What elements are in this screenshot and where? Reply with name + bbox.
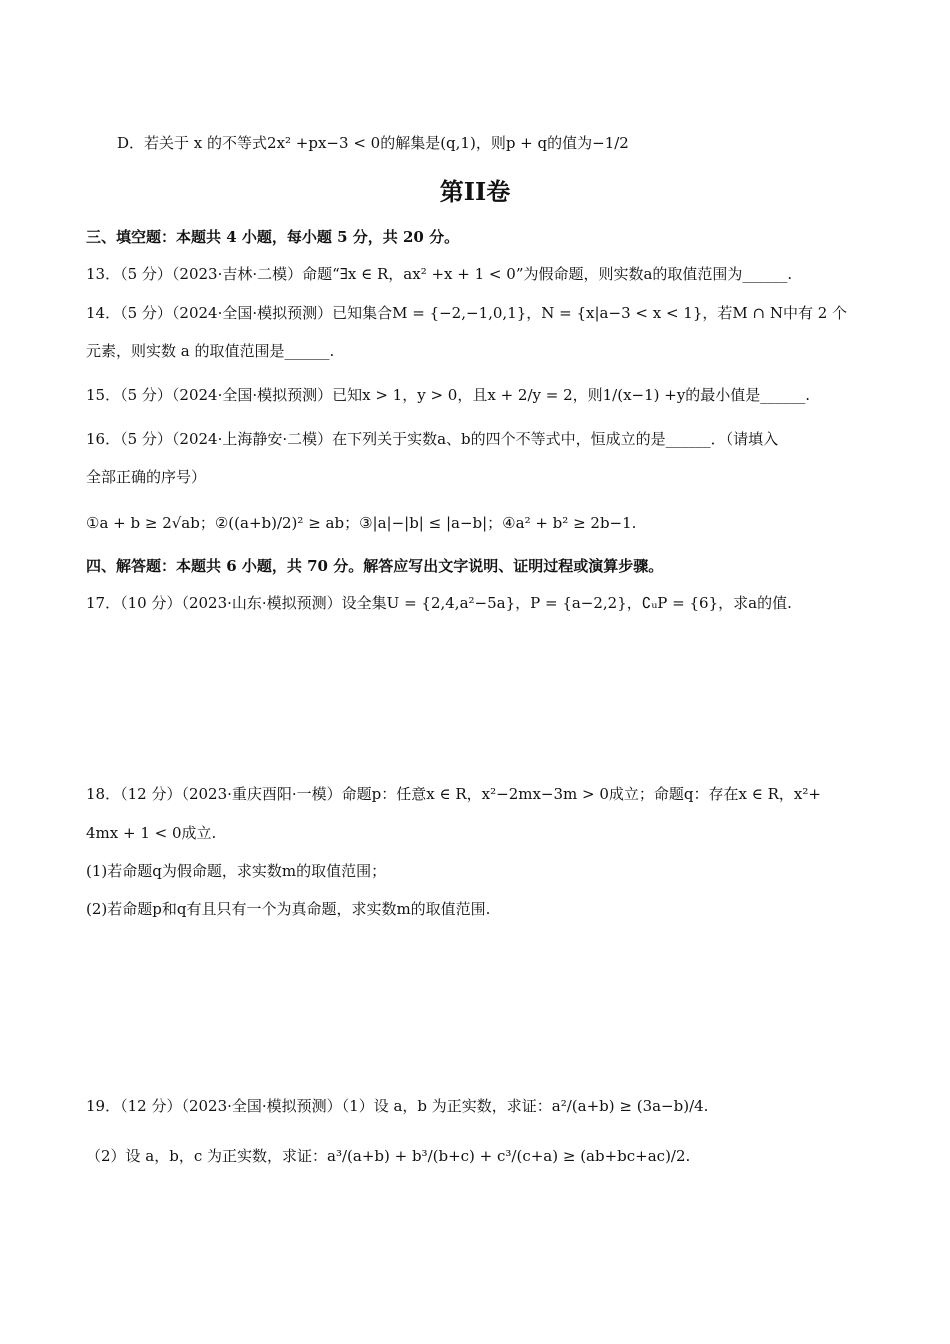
- question-18-part2: (2)若命题p和q有且只有一个为真命题，求实数m的取值范围.: [86, 900, 491, 918]
- question-18-part1: (1)若命题q为假命题，求实数m的取值范围；: [86, 862, 387, 880]
- question-18-line2: 4mx + 1 < 0成立.: [86, 824, 217, 842]
- section-title: 第II卷: [439, 177, 511, 206]
- question-19-line1: 19．（12 分）（2023·全国·模拟预测）（1）设 a，b 为正实数，求证：a²/(a+b) ≥ (3a−b)/4.: [86, 1097, 709, 1115]
- fill-blank-header: 三、填空题：本题共 4 小题，每小题 5 分，共 20 分。: [86, 228, 460, 246]
- question-16-line1: 16．（5 分）（2024·上海静安·二模）在下列关于实数a、b的四个不等式中，恒成立的是______．（请填入: [86, 430, 779, 448]
- question-14-line1: 14．（5 分）（2024·全国·模拟预测）已知集合M = {−2,−1,0,1}，N = {x|a−3 < x < 1}，若M ∩ N中有 2 个: [86, 304, 848, 322]
- question-19-line2: （2）设 a，b，c 为正实数，求证：a³/(a+b) + b³/(b+c) + c³/(c+a) ≥ (ab+bc+ac)/2.: [86, 1147, 691, 1165]
- question-17: 17．（10 分）（2023·山东·模拟预测）设全集U = {2,4,a²−5a}，P = {a−2,2}，∁ᵤP = {6}，求a的值.: [86, 594, 792, 612]
- question-14-line2: 元素，则实数 a 的取值范围是______.: [86, 342, 335, 360]
- question-18-line1: 18．（12 分）（2023·重庆酉阳·一模）命题p：任意x ∈ R，x²−2mx−3m > 0成立；命题q：存在x ∈ R，x²+: [86, 785, 821, 803]
- question-15: 15．（5 分）（2024·全国·模拟预测）已知x > 1，y > 0，且x + 2/y = 2，则1/(x−1) +y的最小值是______.: [86, 386, 811, 404]
- option-d: D．若关于 x 的不等式2x² +px−3 < 0的解集是(q,1)，则p + q的值为−1/2: [117, 134, 629, 152]
- question-16-line3: ①a + b ≥ 2√ab；②((a+b)/2)² ≥ ab；③|a|−|b| ≤ |a−b|；④a² + b² ≥ 2b−1.: [86, 514, 637, 532]
- question-13: 13．（5 分）（2023·吉林·二模）命题“∃x ∈ R，ax² +x + 1 < 0”为假命题，则实数a的取值范围为______.: [86, 265, 793, 283]
- question-16-line2: 全部正确的序号）: [86, 468, 207, 486]
- solve-header: 四、解答题：本题共 6 小题，共 70 分。解答应写出文字说明、证明过程或演算步骤。: [86, 557, 664, 575]
